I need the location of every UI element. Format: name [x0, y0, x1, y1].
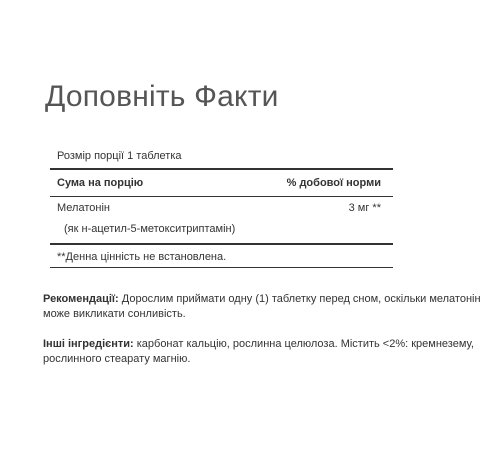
- other-ingredients-label: Інші інгредієнти:: [43, 338, 134, 350]
- recommendations-text: Дорослим приймати одну (1) таблетку перед сном, оскільки мелатонін може викликати сонливість.: [43, 293, 481, 320]
- recommendations-label: Рекомендації:: [43, 293, 119, 305]
- other-ingredients-paragraph: [43, 337, 483, 367]
- recommendations-paragraph: [43, 292, 483, 322]
- panel-bottom-rule: [50, 267, 393, 268]
- serving-size: Розмір порції 1 таблетка: [50, 148, 393, 170]
- supplement-facts-panel: [50, 148, 393, 268]
- ingredient-row: [50, 197, 393, 219]
- ingredient-name: Мелатонін: [57, 202, 110, 214]
- amount-per-serving-header: Сума на порцію: [57, 177, 144, 189]
- facts-table-header: [50, 170, 393, 197]
- page-title: Доповніть Факти: [45, 80, 279, 113]
- daily-value-footnote: **Денна цінність не встановлена.: [57, 251, 227, 263]
- ingredient-amount: 3 мг **: [348, 202, 381, 214]
- other-ingredients-text: карбонат кальцію, рослинна целюлоза. Містить <2%: кремнезему, рослинного стеарату магнію.: [43, 338, 474, 365]
- daily-value-header: % добової норми: [286, 177, 381, 189]
- ingredient-form: (як н-ацетил-5-метокситриптамін): [50, 219, 393, 245]
